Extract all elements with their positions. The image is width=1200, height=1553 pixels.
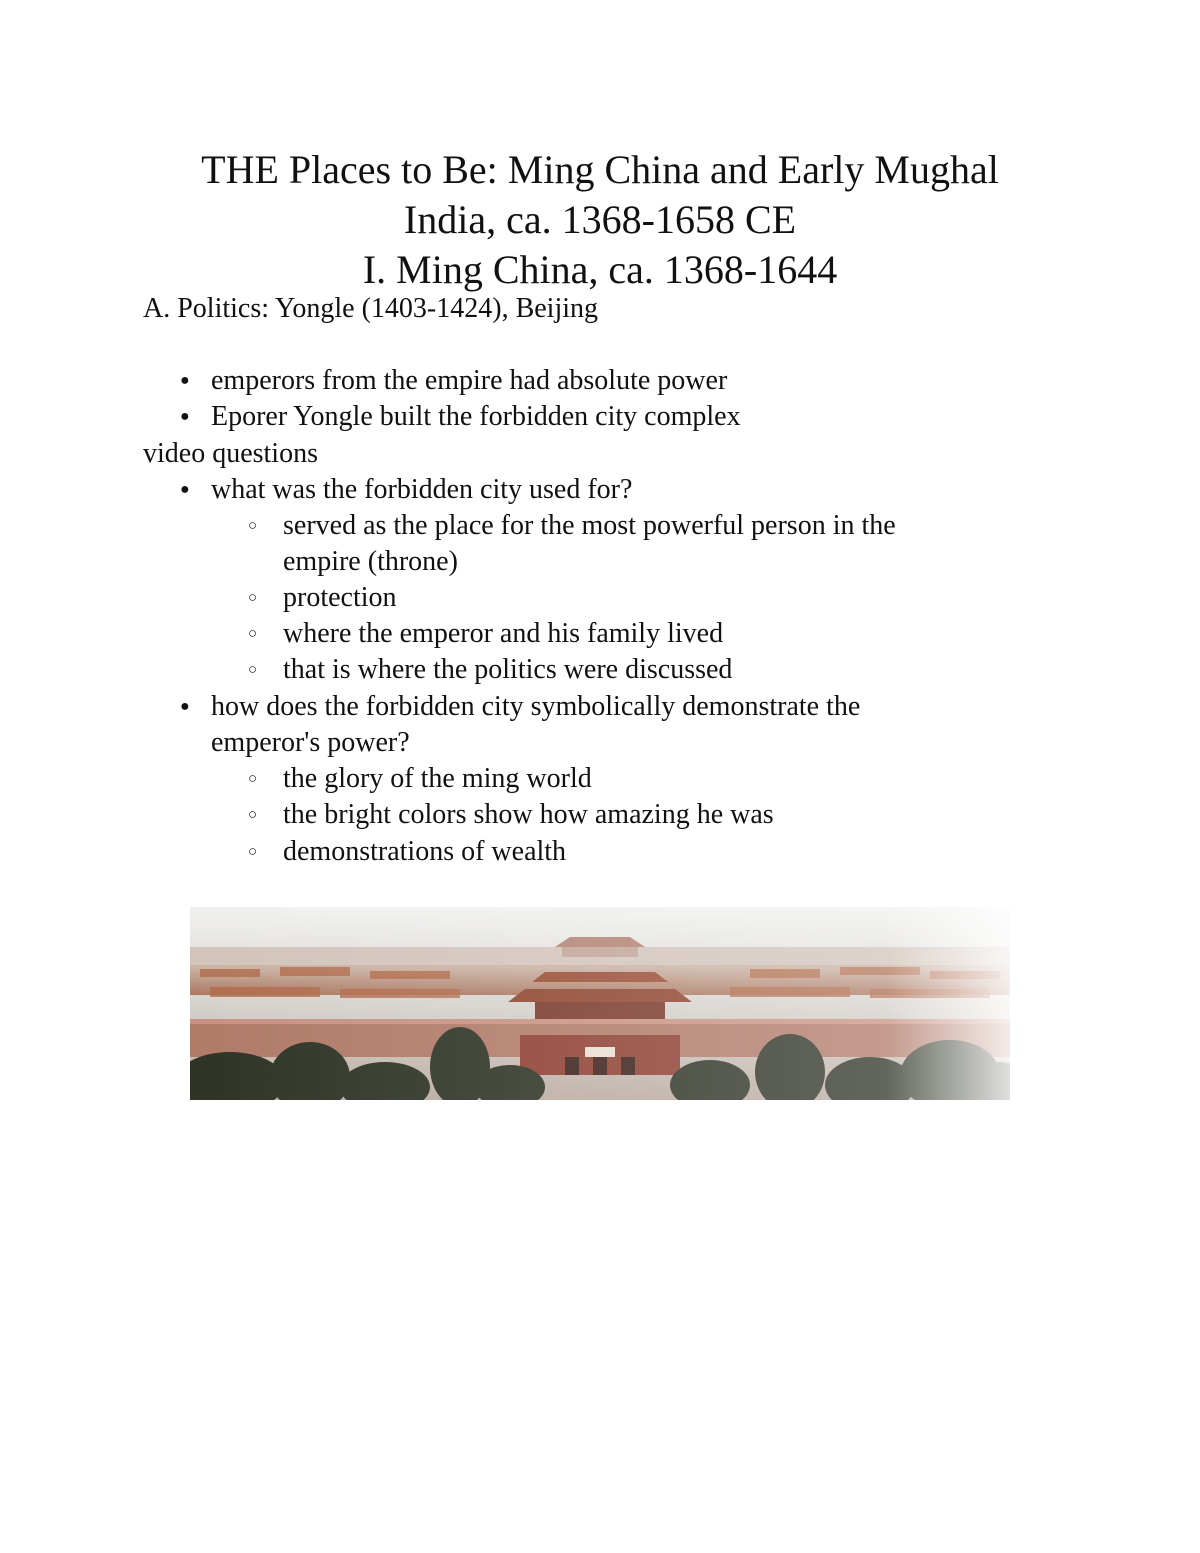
circle-bullet-icon — [248, 798, 257, 832]
bullet-icon — [180, 690, 190, 724]
answer-item: protection — [283, 582, 397, 613]
answer-item: that is where the politics were discussed — [283, 654, 733, 685]
section-heading: A. Politics: Yongle (1403-1424), Beijing — [143, 293, 599, 324]
answer-item: the glory of the ming world — [283, 763, 592, 794]
answer-item: demonstrations of wealth — [283, 836, 567, 867]
forbidden-city-photo — [190, 907, 1010, 1100]
answer-item: the bright colors show how amazing he was — [283, 799, 774, 830]
answer-item-continuation: empire (throne) — [283, 546, 458, 577]
question-item: how does the forbidden city symbolically demonstrate the — [211, 691, 861, 722]
bullet-icon — [180, 364, 190, 398]
circle-bullet-icon — [248, 653, 257, 687]
answer-item: where the emperor and his family lived — [283, 618, 724, 649]
circle-bullet-icon — [248, 762, 257, 796]
bullet-icon — [180, 473, 190, 507]
question-item-continuation: emperor's power? — [211, 727, 410, 758]
bullet-icon — [180, 400, 190, 434]
answer-item: served as the place for the most powerful person in the — [283, 510, 896, 541]
title-line-3: I. Ming China, ca. 1368-1644 — [362, 247, 838, 292]
question-item: what was the forbidden city used for? — [211, 474, 633, 505]
circle-bullet-icon — [248, 617, 257, 651]
circle-bullet-icon — [248, 509, 257, 543]
video-questions-label: video questions — [143, 438, 318, 469]
circle-bullet-icon — [248, 835, 257, 869]
list-item: emperors from the empire had absolute power — [211, 365, 728, 396]
title-line-1: THE Places to Be: Ming China and Early Mughal — [201, 147, 999, 192]
list-item: Eporer Yongle built the forbidden city complex — [211, 401, 741, 432]
title-line-2: India, ca. 1368-1658 CE — [403, 197, 797, 242]
circle-bullet-icon — [248, 581, 257, 615]
